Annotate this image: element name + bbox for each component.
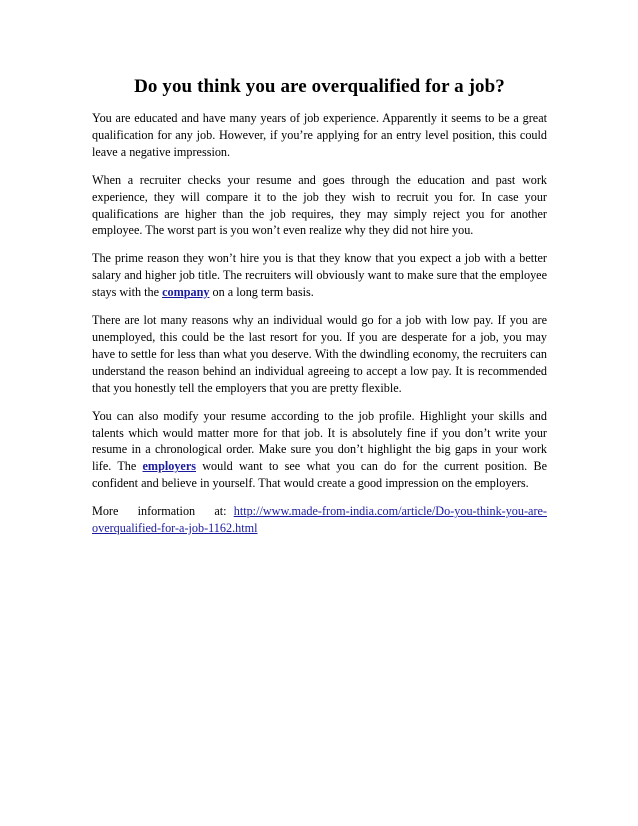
paragraph-resume-tips [92,408,547,493]
document-page [92,74,547,548]
paragraph-low-pay: There are lot many reasons why an individual would go for a job with low pay. If you are unemployed, this could be the last resort for you. If you are desperate for a job, you may have to settle for less than what you deserve. With the dwindling economy, the recruiters can understand the reason behind an individual agreeing to accept a low pay. It is recommended that you honestly tell the employers that you are pretty flexible. [92,313,547,395]
paragraph-text: You can also modify your resume according to the job profile. Highlight your skills and talents which would matter more for that job. It is absolutely fine if you don’t write your resume in a chronological order. Make sure you don’t highlight the big gaps in your work life. The [92,408,547,474]
more-information [92,503,547,537]
paragraph-text: The prime reason they won’t hire you is that they know that you expect a job with a better salary and higher job title. The recruiters will obviously want to make sure that the employee stays with the [92,251,547,300]
paragraph-text: would want to see what you can do for the current position. Be confident and believe in yourself. That would create a good impression on the employers. [92,459,547,491]
source-url-link[interactable]: http://www.made-from-india.com/article/Do-you-think-you-are-overqualified-for-a-job-1162.html [92,504,547,536]
paragraph-prime-reason [92,250,547,301]
document-title: Do you think you are overqualified for a job? [134,76,505,97]
more-information-label: More information at: [92,504,227,519]
employers-link[interactable]: employers [142,459,196,474]
company-link[interactable]: company [162,285,210,300]
paragraph-text: on a long term basis. [209,285,314,300]
paragraph-intro: You are educated and have many years of job experience. Apparently it seems to be a great qualification for any job. However, if you’re applying for an entry level position, this could leave a negative impression. [92,111,547,159]
paragraph-recruiter: When a recruiter checks your resume and goes through the education and past work experience, they will compare it to the job they wish to recruit you for. In case your qualifications are higher than the job requires, they may simply reject you for another employee. The worst part is you won’t even realize why they did not hire you. [92,172,547,238]
